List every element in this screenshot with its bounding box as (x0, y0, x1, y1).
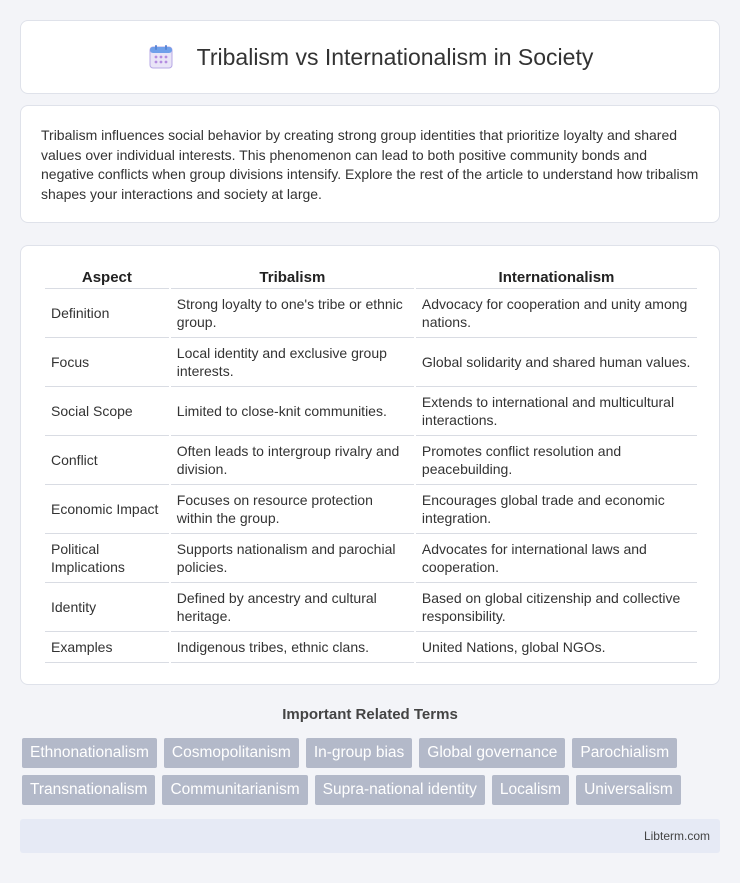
tag-universalism[interactable]: Universalism (576, 775, 681, 805)
tag-parochialism[interactable]: Parochialism (572, 738, 677, 768)
cell-tribalism: Defined by ancestry and cultural heritage. (171, 583, 414, 632)
cell-internationalism: Advocates for international laws and cooperation. (416, 534, 697, 583)
header-card (20, 20, 720, 94)
cell-aspect: Economic Impact (45, 485, 169, 534)
tag-transnationalism[interactable]: Transnationalism (22, 775, 155, 805)
cell-aspect: Examples (45, 632, 169, 663)
tag-ethnonationalism[interactable]: Ethnonationalism (22, 738, 157, 768)
cell-tribalism: Limited to close-knit communities. (171, 387, 414, 436)
cell-aspect: Focus (45, 338, 169, 387)
table-row (45, 289, 697, 338)
cell-internationalism: Based on global citizenship and collective responsibility. (416, 583, 697, 632)
tag-row (22, 775, 722, 805)
cell-tribalism: Often leads to intergroup rivalry and division. (171, 436, 414, 485)
cell-aspect: Social Scope (45, 387, 169, 436)
cell-aspect: Definition (45, 289, 169, 338)
tag-in-group-bias[interactable]: In-group bias (306, 738, 412, 768)
table-row (45, 387, 697, 436)
cell-internationalism: Advocacy for cooperation and unity among nations. (416, 289, 697, 338)
header-aspect: Aspect (45, 266, 169, 289)
tag-communitarianism[interactable]: Communitarianism (162, 775, 307, 805)
cell-aspect: Identity (45, 583, 169, 632)
cell-internationalism: Global solidarity and shared human values. (416, 338, 697, 387)
table-row (45, 583, 697, 632)
cell-internationalism: Promotes conflict resolution and peacebuilding. (416, 436, 697, 485)
page-title: Tribalism vs Internationalism in Society (196, 43, 594, 70)
table-row (45, 632, 697, 663)
calendar-icon (147, 43, 175, 71)
cell-tribalism: Focuses on resource protection within the group. (171, 485, 414, 534)
related-terms-heading: Important Related Terms (282, 706, 458, 723)
tag-supra-national-identity[interactable]: Supra-national identity (315, 775, 485, 805)
cell-internationalism: Encourages global trade and economic integration. (416, 485, 697, 534)
intro-card (20, 105, 720, 223)
footer (20, 819, 720, 853)
cell-tribalism: Supports nationalism and parochial policies. (171, 534, 414, 583)
cell-aspect: Political Implications (45, 534, 169, 583)
intro-paragraph: Tribalism influences social behavior by creating strong group identities that prioritize loyalty and shared values over individual interests. This phenomenon can lead to both positive community bonds and negative conflicts when group divisions intensify. Explore the rest of the article to understand how tribalism shapes your interactions and society at large. (41, 127, 699, 202)
footer-site-link[interactable]: Libterm.com (643, 829, 710, 843)
table-row (45, 534, 697, 583)
cell-internationalism: United Nations, global NGOs. (416, 632, 697, 663)
cell-tribalism: Indigenous tribes, ethnic clans. (171, 632, 414, 663)
header-internationalism: Internationalism (416, 266, 697, 289)
cell-tribalism: Strong loyalty to one's tribe or ethnic group. (171, 289, 414, 338)
related-terms-list (22, 738, 722, 812)
cell-aspect: Conflict (45, 436, 169, 485)
table-row (45, 436, 697, 485)
cell-tribalism: Local identity and exclusive group interests. (171, 338, 414, 387)
header-tribalism: Tribalism (171, 266, 414, 289)
cell-internationalism: Extends to international and multicultural interactions. (416, 387, 697, 436)
tag-cosmopolitanism[interactable]: Cosmopolitanism (164, 738, 299, 768)
tag-localism[interactable]: Localism (492, 775, 569, 805)
comparison-table (43, 266, 699, 663)
tag-row (22, 738, 722, 768)
table-row (45, 338, 697, 387)
tag-global-governance[interactable]: Global governance (419, 738, 565, 768)
table-header-row (45, 266, 697, 289)
table-row (45, 485, 697, 534)
comparison-card (20, 245, 720, 685)
